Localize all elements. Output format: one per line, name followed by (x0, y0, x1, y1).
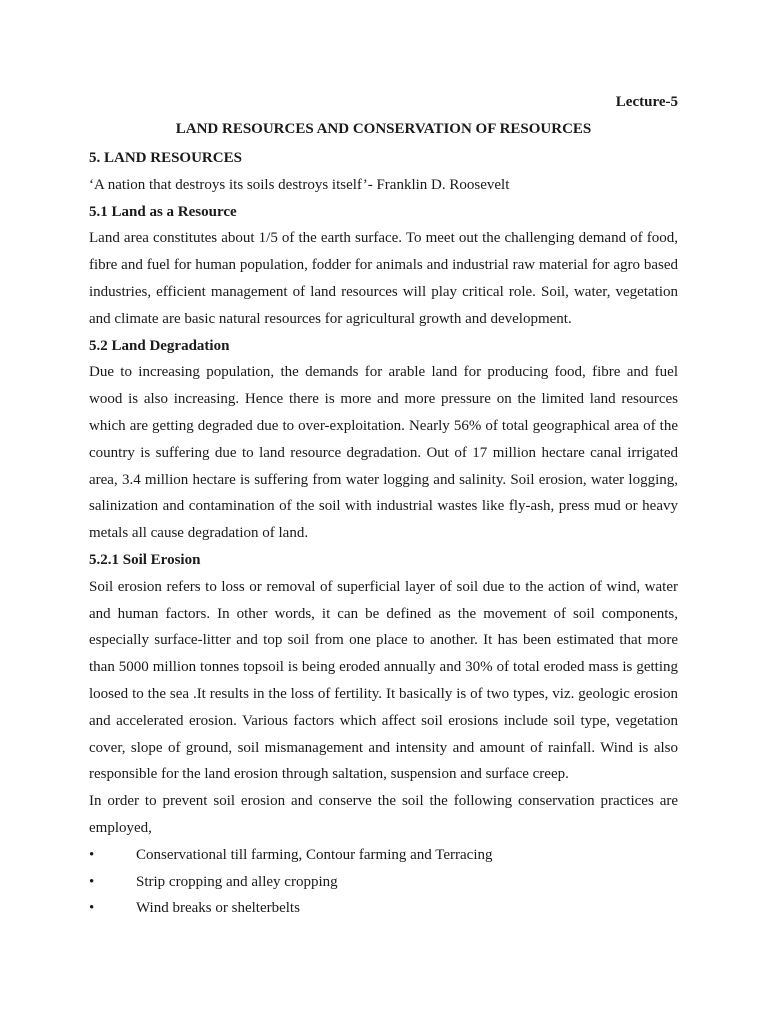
bullet-marker: • (89, 846, 95, 863)
list-item (89, 842, 678, 869)
list-item-text: Strip cropping and alley cropping (136, 873, 338, 890)
section-heading-land-degradation: 5.2 Land Degradation (89, 337, 230, 354)
section-heading-land-as-resource: 5.1 Land as a Resource (89, 203, 237, 220)
quote: ‘A nation that destroys its soils destroys itself’- Franklin D. Roosevelt (89, 176, 510, 193)
bullet-marker: • (89, 873, 95, 890)
bullet-marker: • (89, 900, 95, 917)
lecture-number: Lecture-5 (615, 94, 678, 110)
paragraph-soil-erosion: Soil erosion refers to loss or removal of superficial layer of soil due to the action of wind, water and human factors. In other words, it can be defined as the movement of soil components, especially surface-litter and top soil from one place to another. It has been estimated that more than 5000 million tonnes topsoil is being eroded annually and 30% of total eroded mass is getting loosed to the sea .It results in the loss of fertility. It basically is of two types, viz. geologic erosion and accelerated erosion. Various factors which affect soil erosions include soil type, vegetation cover, slope of ground, soil mismanagement and intensity and amount of rainfall. Wind is also responsible for the land erosion through saltation, suspension and surface creep. (89, 578, 678, 783)
document-body (89, 145, 678, 922)
section-heading-land-resources: 5. LAND RESOURCES (89, 150, 242, 166)
paragraph-conservation-intro: In order to prevent soil erosion and conserve the soil the following conservation practices are employed, (89, 793, 678, 836)
list-item (89, 869, 678, 896)
document-title: LAND RESOURCES AND CONSERVATION OF RESOURCES (175, 121, 592, 137)
list-item (89, 895, 678, 922)
paragraph-land-as-resource: Land area constitutes about 1/5 of the earth surface. To meet out the challenging demand of food, fibre and fuel for human population, fodder for animals and industrial raw material for agro based industries, efficient management of land resources will play critical role. Soil, water, vegetation and climate are basic natural resources for agricultural growth and development. (89, 230, 678, 327)
paragraph-land-degradation: Due to increasing population, the demands for arable land for producing food, fibre and fuel wood is also increasing. Hence there is more and more pressure on the limited land resources which are getting degraded due to over-exploitation. Nearly 56% of total geographical area of the country is suffering due to land resource degradation. Out of 17 million hectare canal irrigated area, 3.4 million hectare is suffering from water logging and salinity. Soil erosion, water logging, salinization and contamination of the soil with industrial wastes like fly-ash, press mud or heavy metals all cause degradation of land. (89, 364, 678, 542)
conservation-practices-list (89, 842, 678, 922)
list-item-text: Wind breaks or shelterbelts (136, 900, 300, 917)
list-item-text: Conservational till farming, Contour farming and Terracing (136, 846, 493, 863)
section-heading-soil-erosion: 5.2.1 Soil Erosion (89, 551, 201, 568)
